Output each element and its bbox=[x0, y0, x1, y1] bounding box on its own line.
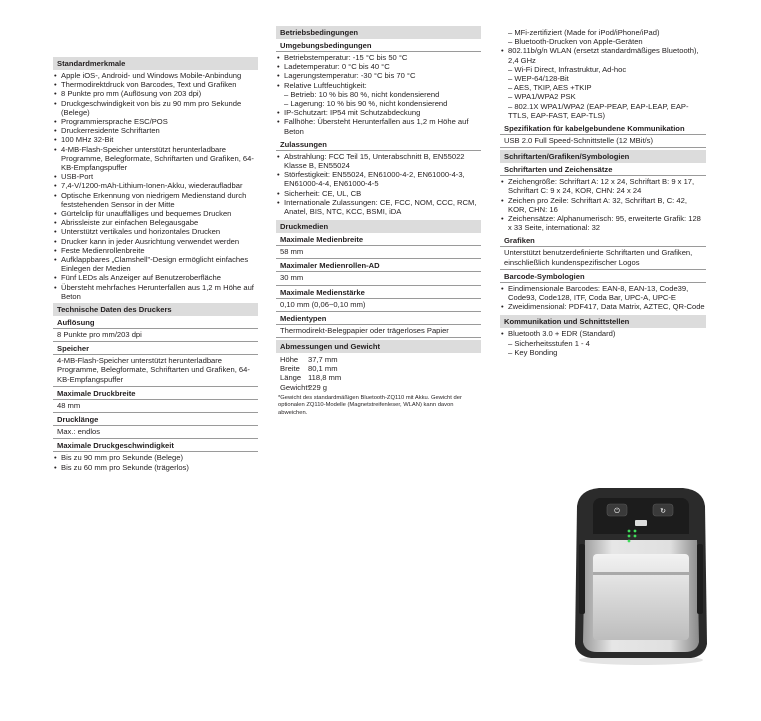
print-speed-label: Maximale Druckgeschwindigkeit bbox=[53, 439, 258, 452]
list-item: • Zeichen pro Zeile: Schriftart A: 32, Schriftart B, C: 42, KOR, CHN: 16 bbox=[500, 196, 706, 214]
fonts-label: Schriftarten und Zeichensätze bbox=[500, 163, 706, 176]
dim-value: 229 g bbox=[308, 382, 328, 392]
media-heading: Druckmedien bbox=[276, 218, 481, 233]
list-subitem: – 802.1X WPA1/WPA2 (EAP-PEAP, EAP-LEAP, EAP-TTLS, EAP-FAST, EAP-TLS) bbox=[508, 101, 689, 120]
list-subitem: – AES, TKIP, AES +TKIP bbox=[508, 83, 592, 93]
side-grip-right bbox=[697, 544, 703, 614]
list-item: • Abstrahlung: FCC Teil 15, Unterabschnitt B, EN55022 Klasse B, EN55024 bbox=[276, 152, 481, 170]
memory-label: Speicher bbox=[53, 342, 258, 355]
dim-value: 118,8 mm bbox=[308, 373, 342, 383]
status-led bbox=[634, 535, 637, 538]
side-grip-left bbox=[579, 544, 585, 614]
feed-icon: ↻ bbox=[660, 507, 666, 515]
fonts-graphics-heading: Schriftarten/Grafiken/Symbologien bbox=[500, 148, 706, 163]
list-item: • 8 Punkte pro mm (Auflösung von 203 dpi) bbox=[53, 89, 258, 98]
list-item: • Bis zu 90 mm pro Sekunde (Belege) bbox=[53, 453, 258, 462]
media-thickness-value: 0,10 mm (0,06~0,10 mm) bbox=[276, 299, 481, 312]
media-width-label: Maximale Medienbreite bbox=[276, 233, 481, 246]
dimensions-heading: Abmessungen und Gewicht bbox=[276, 338, 481, 353]
list-subitem: – Key Bonding bbox=[508, 347, 558, 357]
approvals-label: Zulassungen bbox=[276, 138, 481, 151]
status-led bbox=[628, 540, 631, 543]
media-width-value: 58 mm bbox=[276, 246, 481, 259]
environment-list bbox=[276, 52, 481, 138]
list-item: • Gürtelclip für unauffälliges und bequemes Drucken bbox=[53, 209, 258, 218]
list-item: • IP-Schutzart: IP54 mit Schutzabdeckung bbox=[276, 108, 481, 117]
approvals-list bbox=[276, 151, 481, 218]
media-types-label: Medientypen bbox=[276, 312, 481, 325]
print-width-label: Maximale Druckbreite bbox=[53, 387, 258, 400]
dim-value: 80,1 mm bbox=[308, 364, 338, 374]
list-subitem: – Wi-Fi Direct, Infrastruktur, Ad-hoc bbox=[508, 64, 627, 74]
list-subitem: – WEP-64/128-Bit bbox=[508, 74, 569, 84]
list-item: • Fünf LEDs als Anzeiger auf Benutzeroberfläche bbox=[53, 273, 258, 282]
logo-badge bbox=[635, 520, 647, 526]
list-item: • Fallhöhe: Übersteht Herunterfallen aus 1,2 m Höhe auf Beton bbox=[276, 117, 481, 135]
printer-paper-cover bbox=[593, 554, 689, 640]
environment-label: Umgebungsbedingungen bbox=[276, 39, 481, 52]
resolution-value: 8 Punkte pro mm/203 dpi bbox=[53, 329, 258, 342]
roll-diameter-value: 30 mm bbox=[276, 272, 481, 285]
status-led bbox=[634, 530, 637, 533]
list-item: • Bis zu 60 mm pro Sekunde (trägerlos) bbox=[53, 463, 258, 472]
roll-diameter-label: Maximaler Medienrollen-AD bbox=[276, 259, 481, 272]
standard-features-list bbox=[53, 70, 258, 303]
list-item: • Zeichengröße: Schriftart A: 12 x 24, Schriftart B: 9 x 17, Schriftart C: 9 x 24, KOR, CHN: 24 x 24 bbox=[500, 177, 706, 195]
list-item: • Zweidimensional: PDF417, Data Matrix, AZTEC, QR-Code bbox=[500, 302, 706, 311]
list-item: • Feste Medienrollenbreite bbox=[53, 246, 258, 255]
printer-image bbox=[565, 484, 715, 666]
list-item: • Aufklappbares „Clamshell"-Design ermöglicht einfaches Einlegen der Medien bbox=[53, 255, 258, 273]
dim-label: Höhe bbox=[280, 355, 299, 365]
list-item: • Abrissleiste zur einfachen Belegausgabe bbox=[53, 218, 258, 227]
wired-comm-label: Spezifikation für kabelgebundene Kommunikation bbox=[500, 122, 706, 135]
list-subitem: – Sicherheitsstufen 1 - 4 bbox=[508, 338, 590, 348]
list-subitem: – WPA1/WPA2 PSK bbox=[508, 92, 576, 102]
print-length-value: Max.: endlos bbox=[53, 426, 258, 439]
list-item: • Sicherheit: CE, UL, CB bbox=[276, 189, 481, 198]
list-item: • Relative Luftfeuchtigkeit: bbox=[276, 81, 481, 90]
list-subitem: – MFi-zertifiziert (Made for iPod/iPhone/iPad) bbox=[508, 28, 660, 37]
list-item: • Optische Erkennung von niedrigem Medienstand durch feststehenden Sensor in der Mitte bbox=[53, 191, 258, 209]
tear-bar bbox=[593, 572, 689, 575]
status-led bbox=[628, 530, 631, 533]
list-item: • Ladetemperatur: 0 °C bis 40 °C bbox=[276, 62, 481, 71]
list-item: • Lagerungstemperatur: -30 °C bis 70 °C bbox=[276, 71, 481, 80]
memory-value: 4-MB-Flash-Speicher unterstützt herunterladbare Programme, Belegformate, Schriftarten und Grafiken, 64-KB-Empfangspuffer bbox=[53, 355, 258, 387]
dim-label: Länge bbox=[280, 373, 302, 383]
weight-footnote: *Gewicht des standardmäßigen Bluetooth-ZQ110 mit Akku. Gewicht der optionalen ZQ110-Modelle (Magnetstreifenleser, WLAN) kann davon abweichen. bbox=[278, 394, 462, 416]
dimensions-table bbox=[276, 353, 481, 394]
control-panel bbox=[593, 498, 689, 534]
list-item: • Apple iOS-, Android- und Windows Mobile-Anbindung bbox=[53, 71, 258, 80]
bluetooth-sublist bbox=[500, 27, 706, 122]
list-item: • Druckgeschwindigkeit von bis zu 90 mm pro Sekunde (Belege) bbox=[53, 99, 258, 117]
power-icon: ⏻ bbox=[614, 507, 620, 515]
list-item: • 4-MB-Flash-Speicher unterstützt herunterladbare Programme, Belegformate, Schriftarten und Grafiken, 64-KB-Empfangspuffer bbox=[53, 145, 258, 173]
wired-comm-value: USB 2.0 Full Speed-Schnittstelle (12 MBit/s) bbox=[500, 135, 706, 148]
communication-heading: Kommunikation und Schnittstellen bbox=[500, 313, 706, 328]
dim-label: Gewicht* bbox=[280, 382, 311, 392]
list-item: • Bluetooth 3.0 + EDR (Standard) bbox=[500, 329, 706, 338]
dim-label: Breite bbox=[280, 364, 300, 374]
print-width-value: 48 mm bbox=[53, 400, 258, 413]
barcode-label: Barcode-Symbologien bbox=[500, 270, 706, 283]
dim-value: 37,7 mm bbox=[308, 355, 338, 365]
media-thickness-label: Maximale Medienstärke bbox=[276, 286, 481, 299]
barcode-list bbox=[500, 283, 706, 314]
list-item: • Unterstützt vertikales und horizontales Drucken bbox=[53, 227, 258, 236]
list-item: • Eindimensionale Barcodes: EAN-8, EAN-13, Code39, Code93, Code128, ITF, Coda Bar, UPC-A, UPC-E bbox=[500, 284, 706, 302]
column-operating-conditions bbox=[276, 26, 481, 418]
list-item: • 100 MHz 32-Bit bbox=[53, 135, 258, 144]
list-item: • 7,4-V/1200-mAh-Lithium-Ionen-Akku, wiederaufladbar bbox=[53, 181, 258, 190]
list-subitem: – Lagerung: 10 % bis 90 %, nicht kondensierend bbox=[284, 99, 448, 109]
list-item: • Internationale Zulassungen: CE, FCC, NOM, CCC, RCM, Anatel, BIS, NTC, KCC, BSMI, iDA bbox=[276, 198, 481, 216]
print-speed-list bbox=[53, 452, 258, 473]
standard-features-heading: Standardmerkmale bbox=[53, 57, 258, 70]
list-item: • Drucker kann in jeder Ausrichtung verwendet werden bbox=[53, 237, 258, 246]
status-led bbox=[628, 535, 631, 538]
resolution-label: Auflösung bbox=[53, 316, 258, 329]
list-item: • Thermodirektdruck von Barcodes, Text und Grafiken bbox=[53, 80, 258, 89]
graphics-value: Unterstützt benutzerdefinierte Schriftarten und Grafiken, einschließlich kundenspezifischer Logos bbox=[500, 247, 706, 269]
media-types-value: Thermodirekt-Belegpapier oder trägerloses Papier bbox=[276, 325, 481, 338]
list-subitem: – Bluetooth-Drucken von Apple-Geräten bbox=[508, 37, 643, 47]
tech-specs-heading: Technische Daten des Druckers bbox=[53, 303, 258, 316]
list-subitem: – Betrieb: 10 % bis 80 %, nicht kondensierend bbox=[284, 89, 440, 99]
column-standard-features bbox=[53, 57, 258, 474]
list-item: • Störfestigkeit: EN55024, EN61000-4-2, EN61000-4-3, EN61000-4-4, EN61000-4-5 bbox=[276, 170, 481, 188]
list-item: • Programmiersprache ESC/POS bbox=[53, 117, 258, 126]
list-item: • Druckerresidente Schriftarten bbox=[53, 126, 258, 135]
list-item: • Zeichensätze: Alphanumerisch: 95, erweiterte Grafik: 128 x 33 Seite, international: 32 bbox=[500, 214, 706, 232]
list-item: • Übersteht mehrfaches Herunterfallen aus 1,2 m Höhe auf Beton bbox=[53, 283, 258, 301]
communication-list bbox=[500, 328, 706, 359]
list-item: • Betriebstemperatur: -15 °C bis 50 °C bbox=[276, 53, 481, 62]
graphics-label: Grafiken bbox=[500, 234, 706, 247]
list-item: • USB-Port bbox=[53, 172, 258, 181]
list-item: • 802.11b/g/n WLAN (ersetzt standardmäßiges Bluetooth), 2,4 GHz bbox=[500, 46, 706, 64]
column-communication bbox=[500, 27, 706, 359]
operating-conditions-heading: Betriebsbedingungen bbox=[276, 26, 481, 39]
print-length-label: Drucklänge bbox=[53, 413, 258, 426]
fonts-list bbox=[500, 176, 706, 234]
